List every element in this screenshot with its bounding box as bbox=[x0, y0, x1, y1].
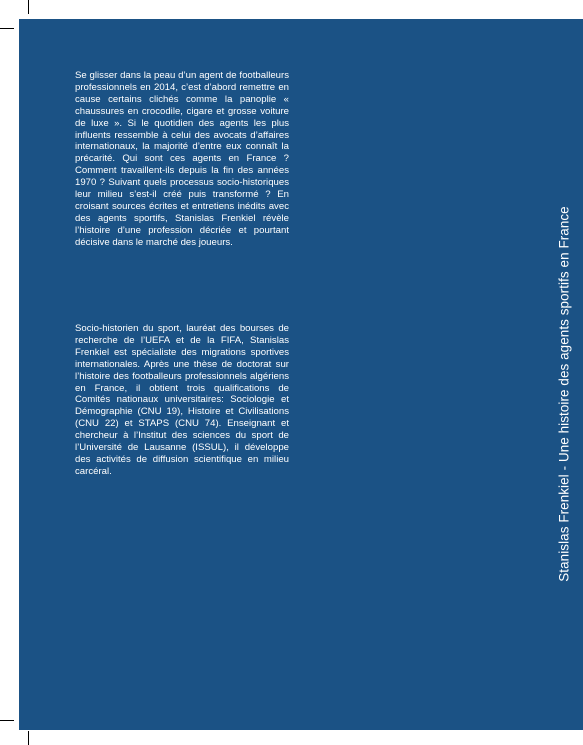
book-summary bbox=[75, 70, 289, 249]
author-biography-text: Socio-historien du sport, lauréat des bourses de recherche de l’UEFA et de la FIFA, Stanislas Frenkiel est spécialiste des migrations sportives internationales. Après une thèse de doctorat sur l’histoire des footballeurs professionnels algériens en France, il obtient trois qualifications de Comités nationaux universitaires: Sociologie et Démographie (CNU 19), Histoire et Civilisations (CNU 22) et STAPS (CNU 74). Enseignant et chercheur à l’Institut des sciences du sport de l’Université de Lausanne (ISSUL), il développe des activités de diffusion scientifique en milieu carcéral. bbox=[75, 323, 289, 477]
crop-mark-bottom-left bbox=[28, 731, 29, 745]
spine-title: Stanislas Frenkiel - Une histoire des agents sportifs en France bbox=[556, 206, 572, 582]
book-summary-text: Se glisser dans la peau d’un agent de footballeurs professionnels en 2014, c’est d’abord remettre en cause certains clichés comme la panoplie « chaussures en crocodile, cigare et grosse voiture de luxe ». Si le quotidien des agents les plus influents ressemble à celui des avocats d’affaires internationaux, la majorité d’entre eux connaît la précarité. Qui sont ces agents en France ? Comment travaillent-ils depuis la fin des années 1970 ? Suivant quels processus socio-historiques leur milieu s’est-il créé puis transformé ? En croisant sources écrites et entretiens inédits avec des agents sportifs, Stanislas Frenkiel révèle l’histoire d’une profession décriée et pourtant décisive dans le marché des joueurs. bbox=[75, 70, 289, 248]
crop-mark-left-bottom bbox=[0, 720, 14, 721]
crop-mark-left-top bbox=[0, 28, 14, 29]
back-cover bbox=[19, 19, 583, 730]
author-biography bbox=[75, 323, 289, 478]
crop-mark-top-left bbox=[28, 0, 29, 14]
